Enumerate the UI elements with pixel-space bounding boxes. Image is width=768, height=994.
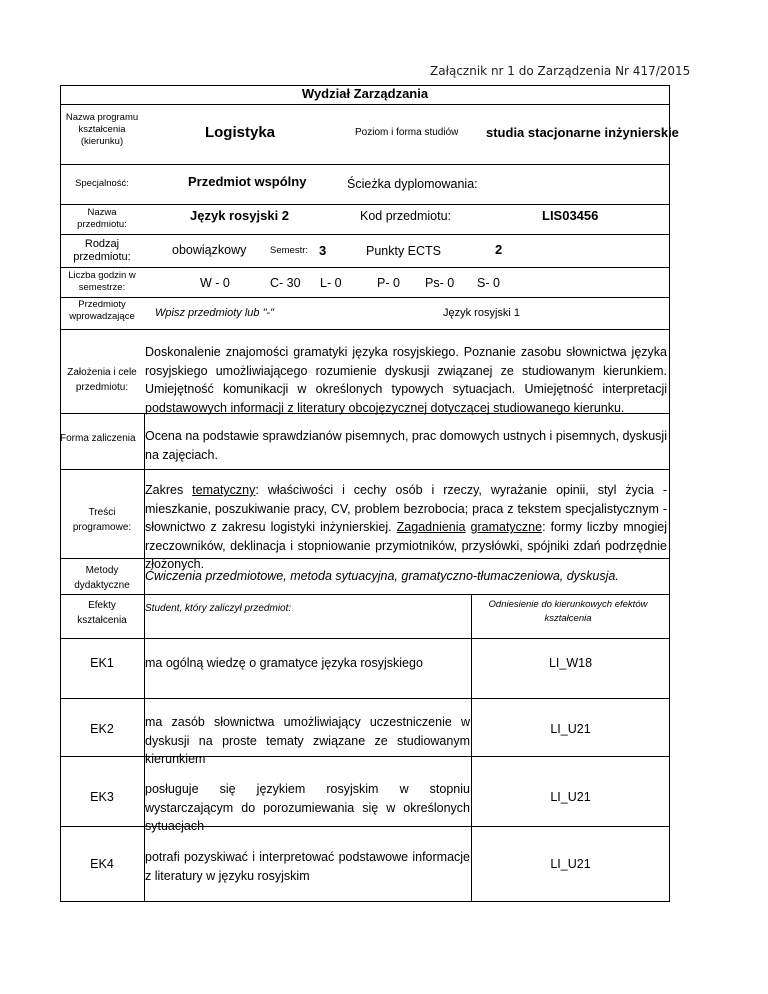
row-divider [61,234,669,235]
hours-w: W - 0 [200,276,230,290]
row-divider [61,164,669,165]
row-divider [61,297,669,298]
row-divider [61,638,669,639]
semester-label: Semestr: [270,245,309,256]
row-divider [61,594,669,595]
prereq-label: Przedmioty wprowadzające [69,299,135,322]
content-text [145,481,667,574]
type-value: obowiązkowy [172,243,247,257]
code-value: LIS03456 [542,208,599,223]
topic-word-b: tematyczny [192,483,256,497]
row-divider [61,698,669,699]
outcome-id: EK1 [90,656,114,670]
hours-c: C- 30 [270,276,301,290]
ects-value: 2 [495,242,503,257]
hours-l: L- 0 [320,276,342,290]
assumptions-text: Doskonalenie znajomości gramatyki języka rosyjskiego. Poznanie zasobu słownictwa języka rosyjskiego umożliwiającego rozumienie dyskusji związanej ze studiowanym kierunkiem. Umiejętność komunikacji w określonych typowych sytuacjach. Umiejętność interpretacji podstawowych informacji z literatury obcojęzycznej dotyczącej studiowanego kierunku. [145,345,667,415]
ects-label: Punkty ECTS [366,244,442,258]
topic-word-a: Zakres [145,483,184,497]
hours-ps: Ps- 0 [425,276,455,290]
outcome-ref: LI_W18 [548,656,593,670]
assessment-label: Forma zaliczenia [60,433,136,444]
annex-note: Załącznik nr 1 do Zarządzenia Nr 417/2015 [430,64,691,78]
outcome-id: EK2 [90,722,114,736]
level-label: Poziom i forma studiów [355,127,459,138]
level-value: studia stacjonarne inżynierskie [486,125,679,140]
outcome-ref: LI_U21 [550,857,591,871]
outcome-text: ma zasób słownictwa umożliwiający uczestniczenie w dyskusji na proste tematy związane ze studiowanym kierunkiem [145,715,470,766]
content-label: Treści programowe: [72,507,132,533]
grammar-text: : formy liczby mnogiej rzeczowników, deklinacja i stopniowanie przymiotników, przysłówki, spójniki zdań podrzędnie złożonych. [145,520,667,571]
subject-value: Język rosyjski 2 [190,208,290,223]
path-label: Ścieżka dyplomowania: [347,177,478,191]
outcome-text: potrafi pozyskiwać i interpretować podstawowe informacje z literatury w języku rosyjskim [145,850,470,883]
methods-text: Ćwiczenia przedmiotowe, metoda sytuacyjna, gramatyczno-tłumaczeniowa, dyskusja. [145,569,619,583]
hours-p: P- 0 [377,276,400,290]
program-label: Nazwa programu kształcenia (kierunku) [65,112,139,147]
assessment-text: Ocena na podstawie sprawdzianów pisemnych, prac domowych ustnych i pisemnych, dyskusji na zajęciach. [145,429,667,462]
hours-label: Liczba godzin w semestrze: [68,270,136,293]
row-divider [61,469,669,470]
student-label: Student, który zaliczył przedmiot: [145,603,292,614]
row-divider [61,104,669,105]
outcomes-label: Efekty kształcenia [77,600,127,626]
column-divider [471,594,472,901]
outcome-text: posługuje się językiem rosyjskim w stopniu wystarczającym do porozumiewania się w określonych sytuacjach [145,782,470,833]
grammar-word-a: Zagadnienia [396,520,466,534]
reference-label: Odniesienie do kierunkowych efektów kształcenia [488,599,648,624]
topic-text: : właściwości i cechy osób i rzeczy, wyrażanie opinii, styl życia - mieszkanie, poszukiwanie pracy, CV, problem bezrobocia; praca z tekstem specjalistycznym - słownictwo z zakresu logistyki inżynierskiej. [145,483,667,534]
outcome-ref: LI_U21 [550,790,591,804]
faculty-title: Wydział Zarządzania [301,86,429,101]
row-divider [61,267,669,268]
code-label: Kod przedmiotu: [360,209,452,223]
semester-value: 3 [319,243,327,258]
specialty-label: Specjalność: [75,178,129,189]
assumptions-label: Założenia i cele przedmiotu: [67,367,137,393]
hours-s: S- 0 [477,276,500,290]
specialty-value: Przedmiot wspólny [188,174,307,189]
outcome-id: EK3 [90,790,114,804]
type-label: Rodzaj przedmiotu: [73,238,131,263]
program-value: Logistyka [204,124,276,141]
prereq-value: Język rosyjski 1 [443,307,521,319]
methods-label: Metody dydaktyczne [74,565,130,591]
row-divider [61,204,669,205]
outcome-id: EK4 [90,857,114,871]
outcome-text: ma ogólną wiedzę o gramatyce języka rosyjskiego [145,656,423,670]
subject-label: Nazwa przedmiotu: [77,207,127,230]
grammar-word-b: gramatyczne [470,520,543,534]
prereq-hint: Wpisz przedmioty lub "-" [155,307,275,319]
row-divider [61,329,669,330]
outcome-ref: LI_U21 [550,722,591,736]
